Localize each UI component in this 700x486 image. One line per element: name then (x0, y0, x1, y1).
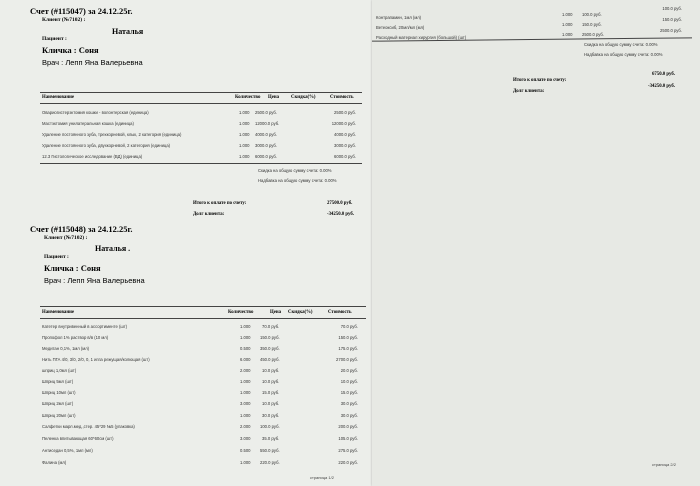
row-price: 10.0 руб. (262, 401, 280, 406)
invoice1-pet: Кличка : Соня (42, 45, 99, 55)
invoice2-patient-label: Пациент : (44, 254, 69, 260)
row-cost: 220.0 руб. (338, 460, 358, 465)
row-cost: 30.0 руб. (340, 413, 358, 418)
row-cost: 10.0 руб. (340, 379, 358, 384)
table2-header-rule (40, 318, 366, 319)
row-qty: 1.000 (562, 12, 573, 17)
invoice1-patient-label: Пациент : (42, 36, 67, 42)
table2-header-qty: Количество (228, 310, 254, 315)
row-name: Пеленка впитывающая 60*60см (шт) (42, 436, 114, 441)
row-qty: 0.500 (240, 448, 251, 453)
row-cost: 175.0 руб. (338, 346, 358, 351)
row-price: 30.0 руб. (262, 413, 280, 418)
row-name: Салфетки марл.мед.,стер. 45*29 №5 (упаковка) (42, 424, 135, 429)
row-name: Нить ПГА 4/0, 3/0, 2/0, 0, 1 игла режущая/колющая (шт) (42, 357, 150, 362)
table2-header-discount: Скидка(%) (288, 310, 313, 315)
row-cost: 2500.0 руб. (660, 28, 682, 33)
invoice1-client-label: Клиент (№7102) : (42, 17, 86, 23)
row-price: 12000.0 руб. (255, 121, 280, 126)
row-qty: 1.000 (239, 132, 250, 137)
row-price: 220.0 руб. (260, 460, 280, 465)
row-cost: 12000.0 руб. (331, 121, 356, 126)
table1-header-cost: Стоимость (330, 95, 354, 100)
row-price: 4000.0 руб. (255, 132, 277, 137)
row-name: шприц 1,0мл (шт) (42, 368, 77, 373)
table1-header-rule (40, 103, 362, 104)
row-cost: 4000.0 руб. (334, 132, 356, 137)
row-name: Шприц 5мл (шт) (42, 379, 74, 384)
row-price: 3000.0 руб. (255, 143, 277, 148)
row-qty: 1.000 (562, 22, 573, 27)
table1-bottom-rule (40, 163, 362, 164)
table1-header-discount: Скидка(%) (291, 95, 316, 100)
invoice1-total-label: Итого к оплате по счету: (193, 201, 247, 206)
row-name: Ветеоксиб, 20мл/мл (мл) (376, 25, 425, 30)
row-name: Контрапамин, 1мл (мл) (376, 15, 422, 20)
row-qty: 1.000 (240, 390, 251, 395)
page2-debt-label: Долг клиента: (513, 89, 545, 94)
invoice1-title: Счет (#115047) за 24.12.25г. (30, 6, 133, 16)
row-name: Овариогистерэктомия кошки - волонтерская (единица) (42, 110, 149, 115)
row-name: Шприц 10мл (шт) (42, 390, 76, 395)
row-cost: 70.0 руб. (340, 324, 358, 329)
row-cost: 150.0 руб. (662, 17, 682, 22)
row-name: Антиседан 0,5%, 1мл (мл) (42, 448, 93, 453)
row-price: 150.0 руб. (260, 335, 280, 340)
row-name: Медитан 0,1%, 1мл (мл) (42, 346, 90, 351)
page2-debt-value: -34250.0 руб. (648, 84, 675, 89)
row-qty: 1.000 (240, 413, 251, 418)
table1-header-name: Наименование (42, 95, 74, 100)
row-price: 70.0 руб. (262, 324, 280, 329)
row-qty: 1.000 (239, 143, 250, 148)
invoice1-debt-label: Долг клиента: (193, 212, 225, 217)
row-price: 550.0 руб. (260, 448, 280, 453)
row-name: Расходный материал хирургия (большой) (шт) (376, 35, 467, 40)
invoice2-pet: Кличка : Соня (44, 263, 101, 273)
row-price: 2500.0 руб. (582, 32, 604, 37)
page2-markup: Надбавка на общую сумму счета: 0.00% (584, 52, 663, 57)
row-qty: 2.000 (240, 424, 251, 429)
row-cost: 2700.0 руб. (336, 357, 358, 362)
row-cost: 100.0 руб. (662, 6, 682, 11)
row-qty: 1.000 (562, 32, 573, 37)
row-qty: 1.000 (240, 335, 251, 340)
table2-header-name: Наименование (42, 310, 74, 315)
page2-discount: Скидка на общую сумму счета: 0.00% (584, 42, 658, 47)
row-cost: 2500.0 руб. (334, 110, 356, 115)
row-qty: 3.000 (240, 401, 251, 406)
row-price: 35.0 руб. (262, 436, 280, 441)
invoice2-title: Счет (#115048) за 24.12.25г. (30, 224, 133, 234)
row-qty: 1.000 (239, 110, 250, 115)
row-cost: 105.0 руб. (338, 436, 358, 441)
invoice1-discount: Скидка на общую сумму счета: 0.00% (258, 168, 332, 173)
row-qty: 1.000 (240, 460, 251, 465)
row-price: 450.0 руб. (260, 357, 280, 362)
row-price: 6000.0 руб. (255, 154, 277, 159)
row-qty: 3.000 (240, 436, 251, 441)
page2-total-label: Итого к оплате по счету: (513, 78, 567, 83)
row-qty: 6.000 (240, 357, 251, 362)
table2-header-cost: Стоимость (328, 310, 352, 315)
page2-total-value: 6750.0 руб. (652, 72, 675, 77)
row-price: 150.0 руб. (582, 22, 602, 27)
invoice1-doctor: Врач : Лепп Яна Валерьевна (42, 58, 143, 67)
invoice1-markup: Надбавка на общую сумму счета: 0.00% (258, 178, 337, 183)
row-name: Пропофол 1% раствор в/в (10 мл) (42, 335, 109, 340)
row-cost: 6000.0 руб. (334, 154, 356, 159)
row-name: 12.3 Гистологическое исследование (ВД) (единица) (42, 154, 143, 159)
row-price: 10.0 руб. (262, 368, 280, 373)
row-qty: 1.000 (240, 379, 251, 384)
row-name: Удаление постоянного зуба, трехкорневой, клык, 2 категория (единица) (42, 132, 182, 137)
invoice1-total-value: 27500.0 руб. (327, 201, 353, 206)
row-name: Мастэктомия унилатеральная кошка (единица) (42, 121, 134, 126)
table1-top-rule (40, 92, 362, 93)
row-name: Шприц 2мл (шт) (42, 401, 74, 406)
row-cost: 275.0 руб. (338, 448, 358, 453)
row-price: 350.0 руб. (260, 346, 280, 351)
row-price: 10.0 руб. (262, 379, 280, 384)
row-name: Удаление постоянного зуба, двухкорневой, 2 категория (единица) (42, 143, 171, 148)
row-price: 2500.0 руб. (255, 110, 277, 115)
row-cost: 15.0 руб. (340, 390, 358, 395)
row-price: 100.0 руб. (260, 424, 280, 429)
invoice1-debt-value: -34250.0 руб. (327, 212, 354, 217)
row-cost: 150.0 руб. (338, 335, 358, 340)
row-price: 15.0 руб. (262, 390, 280, 395)
row-qty: 0.500 (240, 346, 251, 351)
row-price: 100.0 руб. (582, 12, 602, 17)
page-number-left: страница 1/2 (310, 475, 334, 480)
row-qty: 1.000 (239, 154, 250, 159)
row-cost: 30.0 руб. (340, 401, 358, 406)
row-qty: 2.000 (240, 368, 251, 373)
table1-header-qty: Количество (235, 95, 261, 100)
row-name: Шприц 20мл (шт) (42, 413, 76, 418)
row-qty: 1.000 (239, 121, 250, 126)
table2-header-price: Цена (270, 310, 282, 315)
page-number-right: страница 2/2 (652, 462, 676, 467)
row-cost: 20.0 руб. (340, 368, 358, 373)
invoice2-doctor: Врач : Лепп Яна Валерьевна (44, 276, 145, 285)
invoice2-client-name: Наталья . (95, 244, 131, 253)
invoice1-client-name: Наталья (112, 27, 144, 36)
row-name: Фалина (мл) (42, 460, 67, 465)
invoice2-client-label: Клиент (№7102) : (44, 235, 88, 241)
row-qty: 1.000 (240, 324, 251, 329)
row-name: Катетер внутривенный в ассортименте (шт) (42, 324, 128, 329)
row-cost: 3000.0 руб. (334, 143, 356, 148)
row-cost: 200.0 руб. (338, 424, 358, 429)
table1-header-price: Цена (268, 95, 280, 100)
invoice-page-right (372, 0, 700, 486)
table2-top-rule (40, 306, 366, 307)
